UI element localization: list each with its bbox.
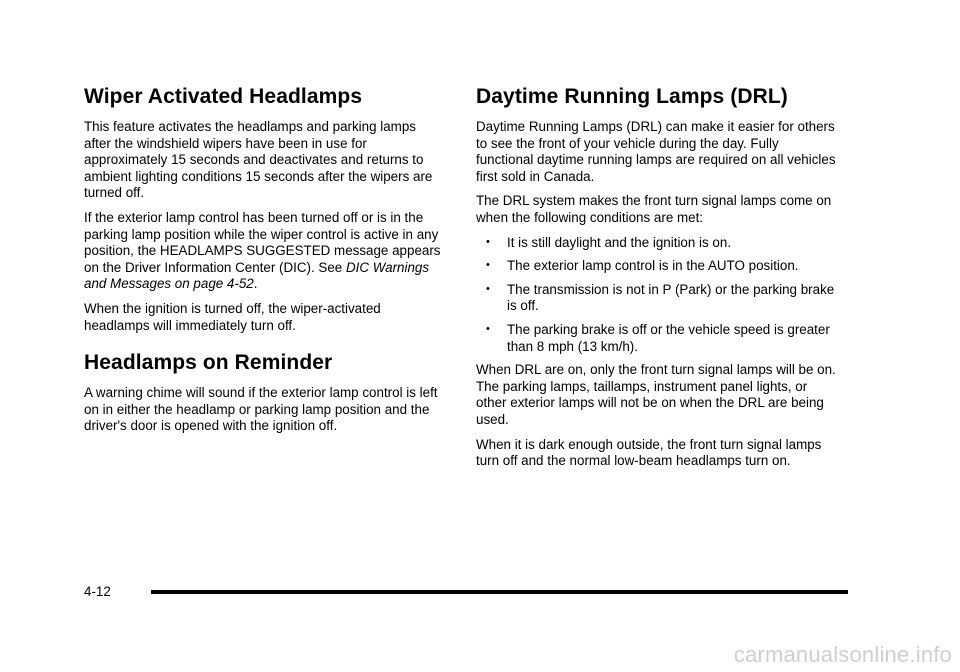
- watermark: carmanualsonline.info: [733, 642, 952, 667]
- list-item: [476, 235, 836, 252]
- section-title-headlamps-on-reminder: Headlamps on Reminder: [84, 351, 333, 375]
- right-column: [476, 84, 836, 470]
- paragraph: A warning chime will sound if the exterior lamp control is left on in either the headlamp or parking lamp position and the driver's door is opened with the ignition off.: [84, 385, 438, 434]
- conditions-list: [476, 235, 836, 356]
- bullet-icon: •: [486, 235, 490, 248]
- left-column: [84, 84, 444, 435]
- list-item: [476, 282, 836, 315]
- paragraph: [84, 210, 444, 293]
- list-item-text: The parking brake is off or the vehicle speed is greater than 8 mph (13 km/h).: [507, 321, 830, 354]
- footer-rule: [151, 590, 848, 594]
- list-item: [476, 322, 836, 355]
- section-title-wiper-activated-headlamps: Wiper Activated Headlamps: [84, 85, 363, 108]
- cross-reference-link[interactable]: DIC Warnings and Messages on page 4-52: [84, 259, 430, 292]
- paragraph: This feature activates the headlamps and parking lamps after the windshield wipers have been in use for approximately 15 seconds and deactivates and returns to ambient lighting conditions 15 seconds after the wipers are turned off.: [84, 119, 433, 201]
- section-title-daytime-running-lamps: Daytime Running Lamps (DRL): [476, 85, 788, 108]
- paragraph-text: If the exterior lamp control has been turned off or is in the parking lamp position while the wiper control is active in any position, the HEADLAMPS SUGGESTED message appears on the Driver Information Center (DIC). See: [84, 209, 441, 275]
- paragraph: Daytime Running Lamps (DRL) can make it easier for others to see the front of your vehicle during the day. Fully functional daytime running lamps are required on all vehicles first sold in Canada.: [476, 119, 836, 184]
- list-item-text: The exterior lamp control is in the AUTO position.: [507, 258, 799, 274]
- paragraph: When it is dark enough outside, the front turn signal lamps turn off and the normal low-beam headlamps turn on.: [476, 436, 822, 469]
- list-item-text: The transmission is not in P (Park) or the parking brake is off.: [507, 281, 835, 314]
- bullet-icon: •: [486, 282, 490, 295]
- page-number: 4-12: [84, 584, 111, 599]
- page-footer: [84, 582, 848, 602]
- paragraph: When the ignition is turned off, the wiper-activated headlamps will immediately turn off.: [84, 300, 381, 333]
- bullet-icon: •: [486, 322, 490, 335]
- paragraph: The DRL system makes the front turn signal lamps come on when the following conditions are met:: [476, 193, 832, 225]
- bullet-icon: •: [486, 259, 490, 272]
- list-item-text: It is still daylight and the ignition is on.: [507, 234, 732, 250]
- list-item: [476, 258, 836, 275]
- paragraph-end: .: [253, 276, 258, 292]
- paragraph: When DRL are on, only the front turn signal lamps will be on. The parking lamps, taillamps, instrument panel lights, or other exterior lamps will not be on when the DRL are being used.: [476, 362, 836, 427]
